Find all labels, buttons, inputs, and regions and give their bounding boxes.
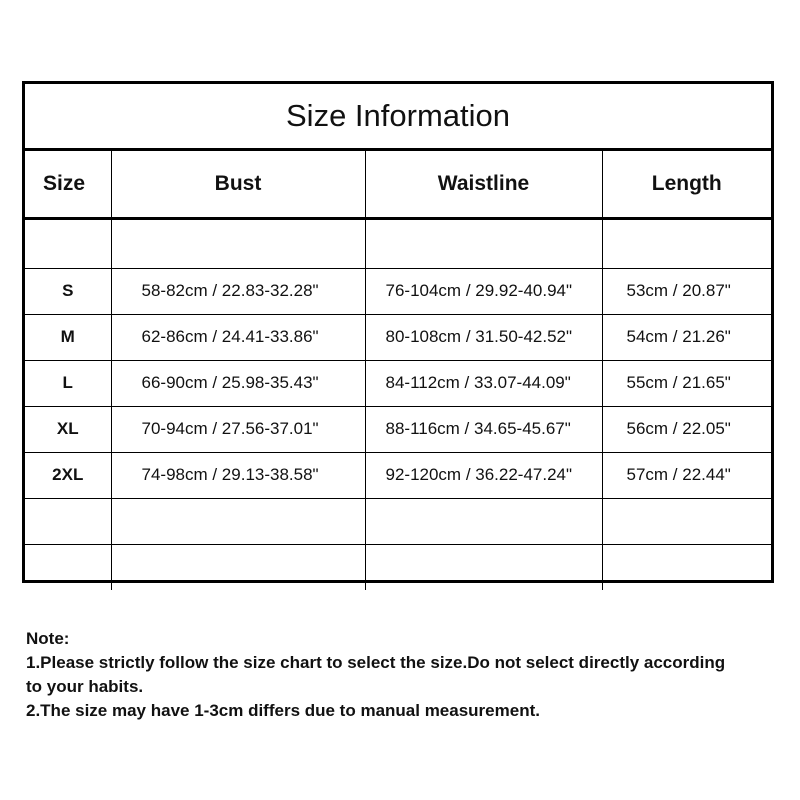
length-cell: 53cm / 20.87" [602, 268, 771, 314]
bust-cell [111, 544, 365, 590]
table-row [25, 452, 771, 498]
waistline-cell [365, 498, 602, 544]
bust-cell: 70-94cm / 27.56-37.01" [111, 406, 365, 452]
size-cell: S [25, 268, 111, 314]
table-header-row [25, 151, 771, 218]
waistline-cell: 76-104cm / 29.92-40.94" [365, 268, 602, 314]
header-bust: Bust [111, 151, 365, 218]
table-row [25, 360, 771, 406]
waistline-cell: 88-116cm / 34.65-45.67" [365, 406, 602, 452]
bust-cell: 66-90cm / 25.98-35.43" [111, 360, 365, 406]
note-line-1: 1.Please strictly follow the size chart to select the size.Do not select directly according [26, 653, 726, 672]
table-row [25, 314, 771, 360]
waistline-cell: 80-108cm / 31.50-42.52" [365, 314, 602, 360]
table-row [25, 498, 771, 544]
length-cell: 57cm / 22.44" [602, 452, 771, 498]
length-cell: 55cm / 21.65" [602, 360, 771, 406]
size-cell [25, 544, 111, 590]
waistline-cell: 84-112cm / 33.07-44.09" [365, 360, 602, 406]
chart-title: Size Information [25, 84, 771, 151]
size-cell [25, 218, 111, 268]
header-waistline: Waistline [365, 151, 602, 218]
table-row [25, 218, 771, 268]
size-chart [22, 81, 774, 583]
size-table [25, 151, 771, 590]
size-cell: M [25, 314, 111, 360]
length-cell [602, 218, 771, 268]
notes-section [26, 627, 786, 723]
bust-cell: 58-82cm / 22.83-32.28" [111, 268, 365, 314]
length-cell: 56cm / 22.05" [602, 406, 771, 452]
table-row [25, 406, 771, 452]
length-cell: 54cm / 21.26" [602, 314, 771, 360]
note-line-1-continued: to your habits. [26, 677, 144, 696]
size-cell [25, 498, 111, 544]
bust-cell: 62-86cm / 24.41-33.86" [111, 314, 365, 360]
length-cell [602, 498, 771, 544]
note-line-2: 2.The size may have 1-3cm differs due to manual measurement. [26, 701, 540, 720]
header-size: Size [25, 151, 111, 218]
table-row [25, 268, 771, 314]
table-row [25, 544, 771, 590]
waistline-cell [365, 544, 602, 590]
bust-cell [111, 218, 365, 268]
waistline-cell [365, 218, 602, 268]
waistline-cell: 92-120cm / 36.22-47.24" [365, 452, 602, 498]
length-cell [602, 544, 771, 590]
size-cell: L [25, 360, 111, 406]
bust-cell: 74-98cm / 29.13-38.58" [111, 452, 365, 498]
bust-cell [111, 498, 365, 544]
size-cell: XL [25, 406, 111, 452]
notes-heading: Note: [26, 629, 70, 648]
size-cell: 2XL [25, 452, 111, 498]
header-length: Length [602, 151, 771, 218]
